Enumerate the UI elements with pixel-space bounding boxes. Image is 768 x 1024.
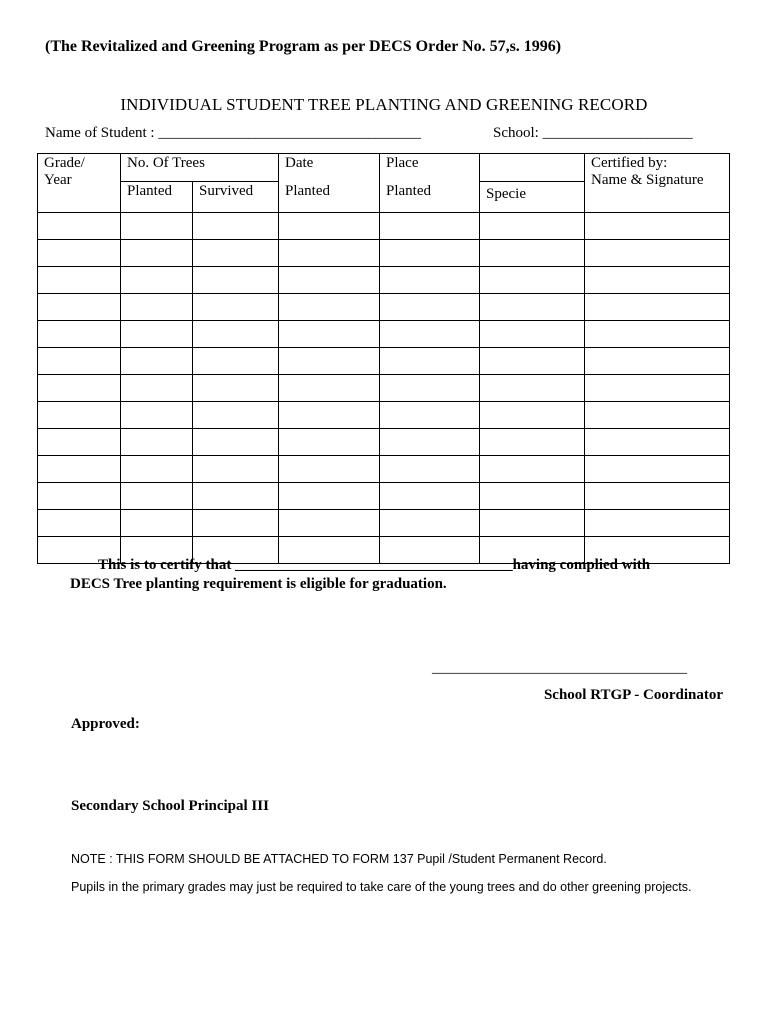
record-cell[interactable] [193, 456, 279, 483]
record-cell[interactable] [38, 375, 121, 402]
record-cell[interactable] [480, 348, 585, 375]
record-cell[interactable] [480, 375, 585, 402]
record-cell[interactable] [279, 375, 380, 402]
record-cell[interactable] [380, 375, 480, 402]
record-cell[interactable] [279, 267, 380, 294]
record-cell[interactable] [279, 240, 380, 267]
grade-year-header: Grade/ Year [38, 154, 121, 213]
certify-statement: This is to certify that _____________________________________having complied with [98, 557, 651, 573]
record-cell[interactable] [380, 213, 480, 240]
record-row [38, 294, 730, 321]
certify-statement-continued: DECS Tree planting requirement is eligible for graduation. [70, 576, 447, 592]
record-row [38, 510, 730, 537]
record-cell[interactable] [480, 402, 585, 429]
record-cell[interactable] [121, 294, 193, 321]
certified-by-header: Certified by: Name & Signature [585, 154, 730, 213]
record-cell[interactable] [38, 456, 121, 483]
record-cell[interactable] [279, 348, 380, 375]
date-planted-header: Planted [279, 182, 380, 213]
survived-header: Survived [193, 182, 279, 213]
record-cell[interactable] [193, 483, 279, 510]
form-note: NOTE : THIS FORM SHOULD BE ATTACHED TO FORM 137 Pupil /Student Permanent Record. [71, 852, 607, 866]
record-cell[interactable] [480, 510, 585, 537]
record-cell[interactable] [38, 483, 121, 510]
record-cell[interactable] [193, 321, 279, 348]
record-cell[interactable] [380, 429, 480, 456]
record-cell[interactable] [480, 213, 585, 240]
record-cell[interactable] [480, 429, 585, 456]
coordinator-signature-line[interactable]: __________________________________ [432, 660, 687, 676]
record-cell[interactable] [585, 240, 730, 267]
record-row [38, 402, 730, 429]
record-cell[interactable] [193, 375, 279, 402]
record-cell[interactable] [121, 429, 193, 456]
record-cell[interactable] [38, 267, 121, 294]
record-cell[interactable] [279, 456, 380, 483]
record-row [38, 240, 730, 267]
record-cell[interactable] [38, 321, 121, 348]
record-cell[interactable] [193, 510, 279, 537]
record-cell[interactable] [121, 267, 193, 294]
record-cell[interactable] [38, 510, 121, 537]
record-rows [38, 213, 730, 564]
record-cell[interactable] [480, 321, 585, 348]
record-cell[interactable] [585, 213, 730, 240]
record-row [38, 483, 730, 510]
record-cell[interactable] [480, 483, 585, 510]
record-cell[interactable] [585, 348, 730, 375]
record-cell[interactable] [121, 510, 193, 537]
record-row [38, 456, 730, 483]
record-cell[interactable] [121, 402, 193, 429]
record-cell[interactable] [380, 510, 480, 537]
record-cell[interactable] [38, 429, 121, 456]
record-cell[interactable] [38, 294, 121, 321]
record-cell[interactable] [38, 348, 121, 375]
record-cell[interactable] [121, 456, 193, 483]
record-cell[interactable] [380, 240, 480, 267]
record-cell[interactable] [585, 456, 730, 483]
record-cell[interactable] [585, 402, 730, 429]
coordinator-label: School RTGP - Coordinator [543, 687, 723, 703]
record-cell[interactable] [585, 294, 730, 321]
record-cell[interactable] [279, 510, 380, 537]
record-cell[interactable] [380, 483, 480, 510]
record-cell[interactable] [38, 240, 121, 267]
record-row [38, 321, 730, 348]
tree-planting-record-table [37, 153, 730, 564]
record-cell[interactable] [585, 375, 730, 402]
record-cell[interactable] [585, 429, 730, 456]
program-subtitle: (The Revitalized and Greening Program as per DECS Order No. 57,s. 1996) [45, 38, 562, 55]
place-planted-header: Planted [380, 182, 480, 213]
record-cell[interactable] [279, 483, 380, 510]
record-row [38, 348, 730, 375]
record-cell[interactable] [121, 348, 193, 375]
record-cell[interactable] [279, 402, 380, 429]
record-cell[interactable] [121, 240, 193, 267]
record-cell[interactable] [121, 375, 193, 402]
record-cell[interactable] [193, 240, 279, 267]
record-cell[interactable] [585, 483, 730, 510]
record-cell[interactable] [480, 294, 585, 321]
record-cell[interactable] [380, 321, 480, 348]
student-name-field[interactable]: Name of Student : ___________________________________ [45, 125, 421, 141]
record-cell[interactable] [193, 294, 279, 321]
record-cell[interactable] [279, 213, 380, 240]
record-cell[interactable] [279, 321, 380, 348]
primary-grades-note: Pupils in the primary grades may just be required to take care of the young trees and do other greening projects. [71, 880, 692, 894]
record-cell[interactable] [380, 294, 480, 321]
place-header: Place [380, 154, 480, 182]
record-cell[interactable] [121, 321, 193, 348]
record-cell[interactable] [480, 456, 585, 483]
record-cell[interactable] [121, 483, 193, 510]
record-cell[interactable] [480, 240, 585, 267]
record-cell[interactable] [279, 294, 380, 321]
record-cell[interactable] [380, 267, 480, 294]
record-cell[interactable] [380, 348, 480, 375]
record-row [38, 429, 730, 456]
record-cell[interactable] [380, 456, 480, 483]
record-cell[interactable] [380, 402, 480, 429]
record-cell[interactable] [193, 267, 279, 294]
blank-header [480, 154, 585, 182]
planted-header: Planted [121, 182, 193, 213]
approved-label: Approved: [71, 716, 140, 732]
record-cell[interactable] [585, 267, 730, 294]
specie-header: Specie [480, 182, 585, 213]
no-of-trees-header: No. Of Trees [121, 154, 279, 182]
record-cell[interactable] [121, 213, 193, 240]
record-cell[interactable] [193, 402, 279, 429]
record-row [38, 267, 730, 294]
record-cell[interactable] [38, 213, 121, 240]
record-cell[interactable] [193, 348, 279, 375]
school-field[interactable]: School: ____________________ [493, 125, 693, 141]
record-cell[interactable] [193, 213, 279, 240]
principal-label: Secondary School Principal III [71, 798, 269, 814]
form-title: INDIVIDUAL STUDENT TREE PLANTING AND GREENING RECORD [120, 95, 648, 114]
record-cell[interactable] [585, 321, 730, 348]
record-row [38, 375, 730, 402]
date-header: Date [279, 154, 380, 182]
record-row [38, 213, 730, 240]
record-cell[interactable] [193, 429, 279, 456]
record-cell[interactable] [279, 429, 380, 456]
record-cell[interactable] [585, 510, 730, 537]
record-cell[interactable] [480, 267, 585, 294]
record-cell[interactable] [38, 402, 121, 429]
